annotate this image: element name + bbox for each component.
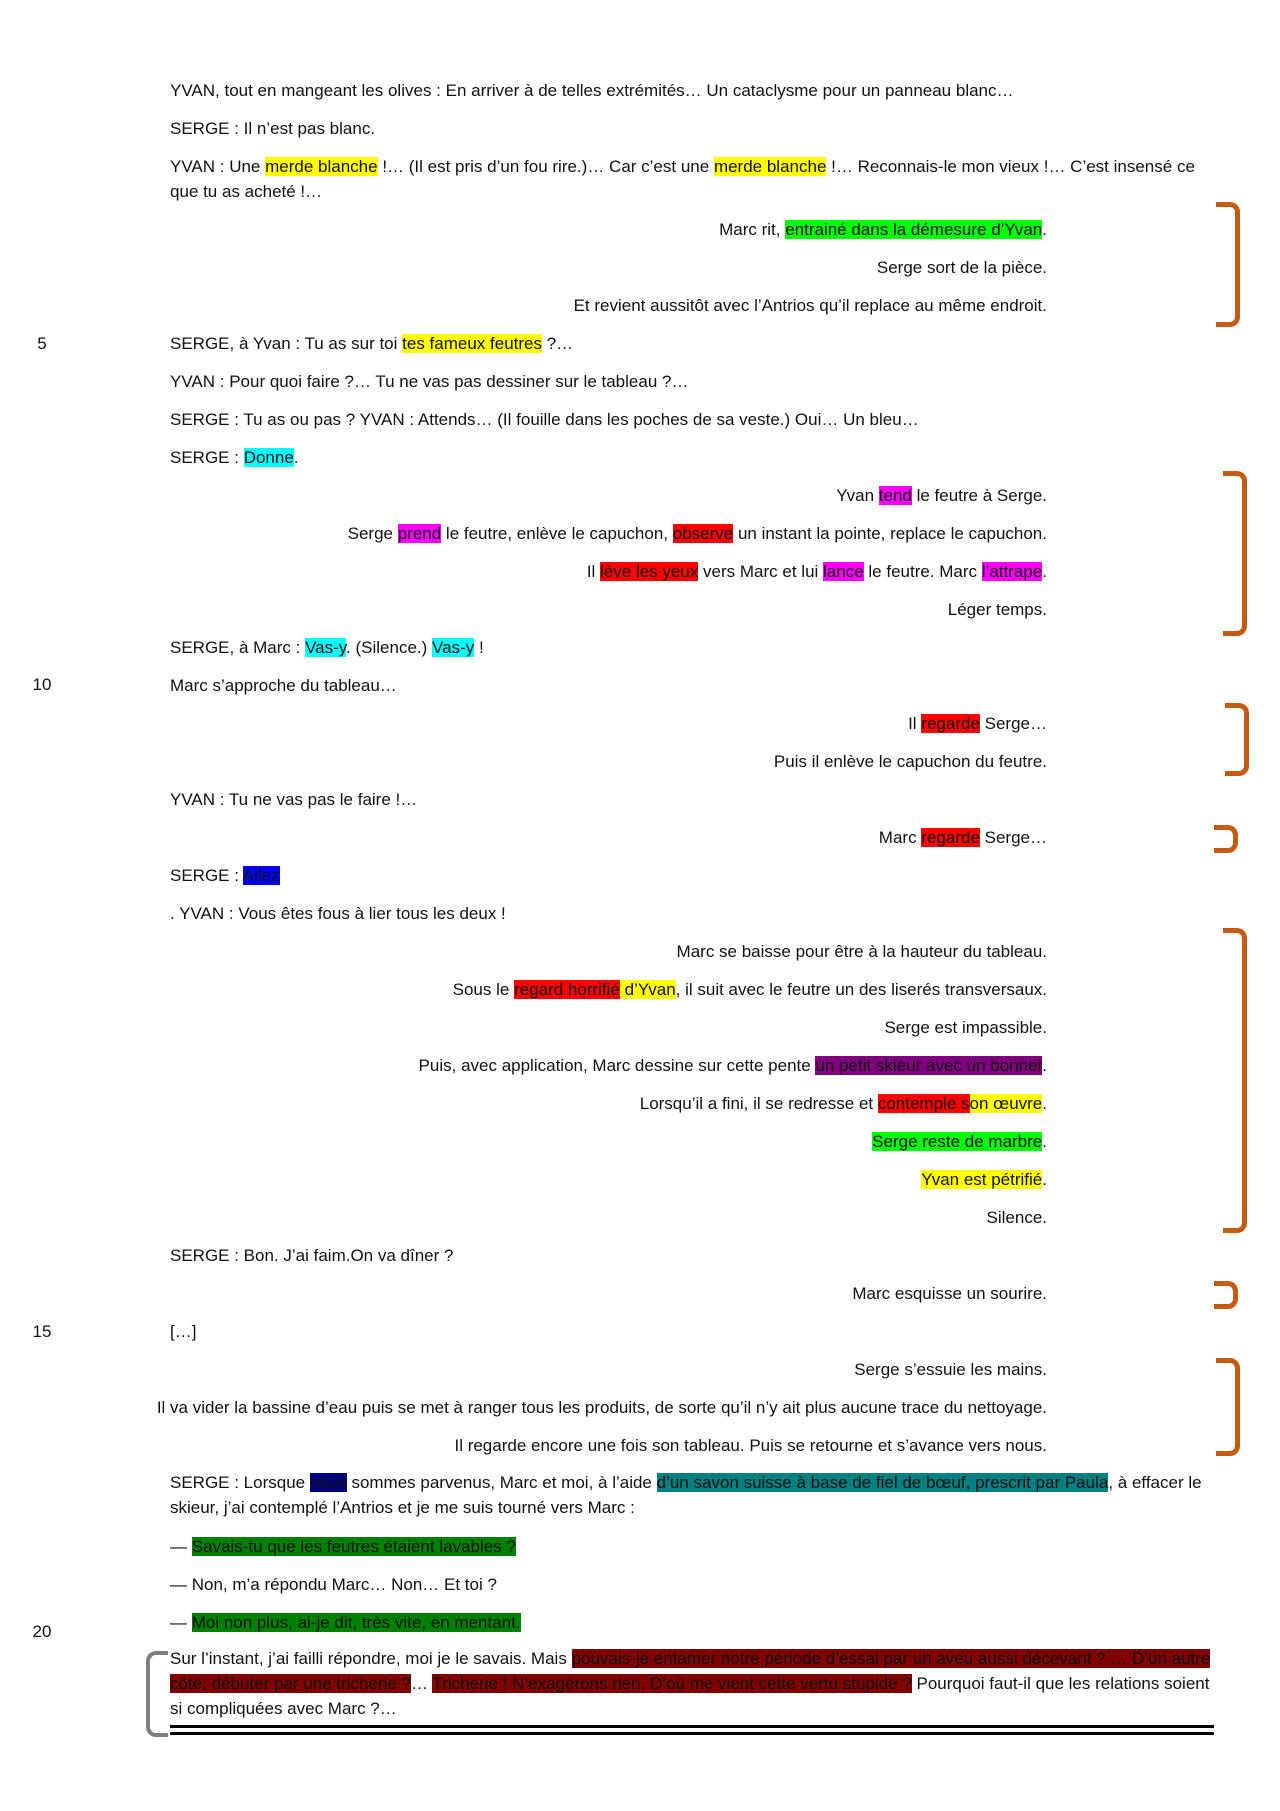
text: SERGE : Lorsque	[170, 1473, 310, 1492]
stage-direction	[872, 1131, 1047, 1153]
stage-direction	[884, 1017, 1047, 1039]
stage-direction	[640, 1093, 1047, 1115]
highlighted-text: prend	[397, 524, 442, 543]
text: Il	[586, 562, 601, 581]
line-number: 20	[32, 1622, 52, 1641]
stage-direction	[348, 523, 1047, 545]
text: Puis il enlève le capuchon du feutre.	[773, 752, 1047, 771]
annotation-bracket	[1216, 1358, 1240, 1456]
text: .	[1042, 1132, 1047, 1151]
text: Puis, avec application, Marc dessine sur cette pente	[418, 1056, 816, 1075]
highlighted-text: merde blanche	[265, 157, 378, 176]
text: YVAN : Une	[170, 157, 266, 176]
stage-direction	[574, 295, 1047, 317]
stage-direction	[987, 1207, 1047, 1229]
text: Marc	[878, 828, 922, 847]
text: sommes parvenus, Marc et moi, à l’aide	[346, 1473, 657, 1492]
text: . YVAN : Vous êtes fous à lier tous les deux !	[170, 904, 506, 923]
dialogue-line	[170, 154, 1214, 204]
dialogue-line	[170, 80, 1014, 102]
text: .	[1042, 1170, 1047, 1189]
text: SERGE : Il n’est pas blanc.	[170, 119, 376, 138]
annotation-bracket	[1225, 703, 1249, 776]
stage-direction	[948, 599, 1047, 621]
stage-direction	[852, 1283, 1047, 1305]
text: YVAN, tout en mangeant les olives : En arriver à de telles extrémités… Un cataclysme pour un panneau blanc…	[170, 81, 1014, 100]
highlighted-text: Yvan est pétrifié	[921, 1170, 1043, 1189]
highlighted-text: contemple s	[877, 1094, 970, 1113]
highlighted-text: Serge reste de marbre	[872, 1132, 1043, 1151]
highlighted-text: pouvais-je entamer notre période d’essai par un aveu aussi décevant ? … D’un autre côté, débuter par une tricherie ?	[170, 1649, 1211, 1693]
text: YVAN : Tu ne vas pas le faire !…	[170, 790, 418, 809]
annotation-bracket	[146, 1651, 168, 1737]
text: le feutre, enlève le capuchon,	[441, 524, 673, 543]
text: Sur l’instant, j’ai failli répondre, moi je le savais. Mais	[170, 1649, 572, 1668]
text: , à effacer le skieur, j’ai contemplé l’Antrios et je me suis tourné vers Marc :	[170, 1473, 1202, 1517]
bottom-rule	[170, 1725, 1214, 1728]
text: SERGE :	[170, 448, 244, 467]
text: SERGE : Tu as ou pas ? YVAN : Attends… (Il fouille dans les poches de sa veste.) Oui… Un bleu…	[170, 410, 919, 429]
highlighted-text: l’attrape	[981, 562, 1043, 581]
annotation-bracket	[1214, 825, 1238, 853]
text: le feutre à Serge.	[911, 486, 1047, 505]
stage-direction	[836, 485, 1047, 507]
text: Serge sort de la pièce.	[876, 258, 1047, 277]
dialogue-line	[170, 1245, 453, 1267]
text: Pourquoi faut-il que les relations soient si compliquées avec Marc ?…	[170, 1674, 1210, 1718]
highlighted-text: d’un savon suisse à base de fiel de bœuf, prescrit par Paula	[656, 1473, 1109, 1492]
line-number: 5	[37, 334, 47, 353]
text: —	[170, 1537, 192, 1556]
text: Marc rit,	[719, 220, 786, 239]
text: Léger temps.	[947, 600, 1047, 619]
text: Il va vider la bassine d’eau puis se met à ranger tous les produits, de sorte qu’il n’y ait plus aucune trace du nettoyage.	[156, 1398, 1047, 1417]
text: Serge	[347, 524, 398, 543]
text: !… Reconnais-le mon vieux !… C’est insensé ce que tu as acheté !…	[170, 157, 1195, 201]
highlighted-text: Moi non plus, ai-je dit, très vite, en mentant.	[191, 1613, 521, 1632]
text: .	[1042, 1094, 1047, 1113]
highlighted-text: regarde	[921, 714, 980, 733]
highlighted-text: Allez	[242, 866, 280, 885]
text: ?…	[541, 334, 574, 353]
dialogue-line	[170, 637, 484, 659]
dialogue-line	[170, 1470, 1214, 1520]
stage-direction	[879, 827, 1047, 849]
text: , il suit avec le feutre un des liserés transversaux.	[675, 980, 1047, 999]
highlighted-text: merde blanche	[713, 157, 827, 176]
highlighted-text: regard horrifié	[514, 980, 620, 999]
stage-direction	[908, 713, 1047, 735]
text: Marc esquisse un sourire.	[852, 1284, 1047, 1303]
highlighted-text: Vas-y	[432, 638, 475, 657]
stage-direction	[921, 1169, 1047, 1191]
annotation-bracket	[1223, 471, 1247, 636]
text: SERGE, à Marc :	[170, 638, 306, 657]
highlighted-text: d’Yvan	[619, 980, 676, 999]
highlighted-text: tes fameux feutres	[402, 334, 542, 353]
text: —	[170, 1613, 192, 1632]
text: .	[1042, 562, 1047, 581]
dialogue-line	[170, 1612, 521, 1634]
text: .	[1042, 1056, 1047, 1075]
stage-direction	[587, 561, 1047, 583]
text: SERGE, à Yvan : Tu as sur toi	[170, 334, 403, 353]
text: Serge s’essuie les mains.	[854, 1360, 1047, 1379]
text: un instant la pointe, replace le capuchon.	[733, 524, 1047, 543]
dialogue-line	[170, 903, 506, 925]
line-number: 15	[32, 1322, 52, 1341]
highlighted-text: regarde	[921, 828, 980, 847]
dialogue-line	[170, 447, 299, 469]
text: Silence.	[986, 1208, 1047, 1227]
dialogue-line	[170, 118, 375, 140]
dialogue-line	[170, 409, 919, 431]
text: . (Silence.)	[346, 638, 433, 657]
stage-direction	[774, 751, 1047, 773]
highlighted-text: Savais-tu que les feutres étaient lavables ?	[191, 1537, 516, 1556]
highlighted-text: un petit skieur avec un bonnet	[815, 1056, 1043, 1075]
text: Lorsqu’il a fini, il se redresse et	[639, 1094, 878, 1113]
text: .	[1042, 220, 1047, 239]
stage-direction	[877, 257, 1047, 279]
text: Serge est impassible.	[884, 1018, 1047, 1037]
text: SERGE :	[170, 866, 243, 885]
dialogue-line	[170, 865, 280, 887]
annotation-bracket	[1223, 928, 1247, 1233]
text: Sous le	[452, 980, 515, 999]
stage-direction	[157, 1397, 1047, 1419]
dialogue-line	[170, 1536, 516, 1558]
line-number: 10	[32, 675, 52, 694]
bottom-rule	[170, 1732, 1214, 1735]
dialogue-line	[170, 333, 573, 355]
dialogue-line	[170, 371, 688, 393]
stage-direction	[677, 941, 1047, 963]
stage-direction	[419, 1055, 1047, 1077]
highlighted-text: on œuvre	[969, 1094, 1043, 1113]
stage-direction	[719, 219, 1047, 241]
highlighted-text: Vas-y	[305, 638, 347, 657]
dialogue-line	[170, 1646, 1214, 1721]
stage-direction	[854, 1359, 1047, 1381]
text: vers Marc et lui	[698, 562, 824, 581]
highlighted-text: Tricherie ! N’exagérons rien. D’où me vient cette vertu stupide ?	[432, 1674, 912, 1693]
stage-direction	[454, 1435, 1047, 1457]
text: Et revient aussitôt avec l’Antrios qu’il replace au même endroit.	[573, 296, 1047, 315]
dialogue-line	[170, 675, 397, 697]
text: […]	[170, 1322, 197, 1341]
highlighted-text: lève les yeux	[600, 562, 699, 581]
highlighted-text: nous	[309, 1473, 347, 1492]
highlighted-text: entrainé dans la démesure d’Yvan	[785, 220, 1043, 239]
text: — Non, m’a répondu Marc… Non… Et toi ?	[170, 1575, 497, 1594]
text: Marc se baisse pour être à la hauteur du tableau.	[676, 942, 1047, 961]
text: Yvan	[836, 486, 879, 505]
dialogue-line	[170, 789, 417, 811]
dialogue-line	[170, 1321, 196, 1343]
text: Il	[908, 714, 922, 733]
dialogue-line	[170, 1574, 497, 1596]
annotation-bracket	[1214, 1281, 1238, 1309]
highlighted-text: tend	[878, 486, 912, 505]
highlighted-text: lance	[823, 562, 864, 581]
text: .	[293, 448, 299, 467]
annotation-bracket	[1216, 202, 1240, 327]
text: Serge…	[979, 714, 1047, 733]
text: YVAN : Pour quoi faire ?… Tu ne vas pas dessiner sur le tableau ?…	[170, 372, 689, 391]
text: Serge…	[979, 828, 1047, 847]
text: Marc s’approche du tableau…	[170, 676, 397, 695]
highlighted-text: Donne	[243, 448, 294, 467]
text: Il regarde encore une fois son tableau. Puis se retourne et s’avance vers nous.	[454, 1436, 1047, 1455]
text: …	[410, 1674, 433, 1693]
text: SERGE : Bon. J’ai faim.On va dîner ?	[170, 1246, 454, 1265]
text: !… (Il est pris d’un fou rire.)… Car c’est une	[377, 157, 714, 176]
highlighted-text: observe	[672, 524, 734, 543]
text: !	[474, 638, 484, 657]
text: le feutre. Marc	[863, 562, 982, 581]
stage-direction	[453, 979, 1047, 1001]
